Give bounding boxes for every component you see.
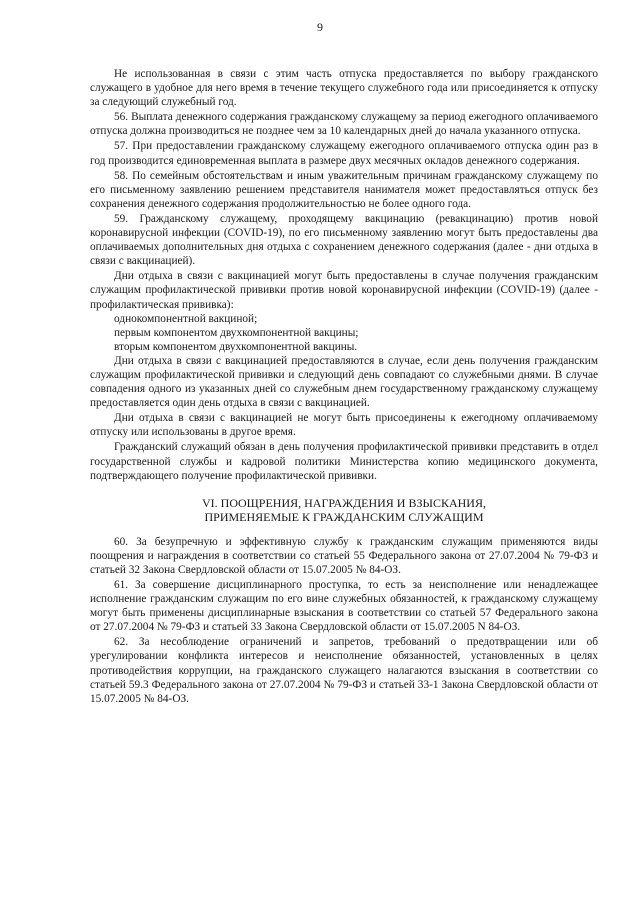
list-item-vaccine-second: вторым компонентом двухкомпонентной вакцины. — [114, 340, 358, 353]
page-number: 9 — [317, 20, 323, 34]
section-heading-line-1: VI. ПООЩРЕНИЯ, НАГРАЖДЕНИЯ И ВЗЫСКАНИЯ, — [202, 495, 486, 510]
paragraph-59: 59. Гражданскому служащему, проходящему вакцинацию (ревакцинацию) против новой коронавирусной инфекции (COVID-19), по его письменному заявлению могут быть предоставлены два оплачиваемых дополнительных дня отдыха с сохранением денежного содержания (далее - дни отдыха в связи с вакцинацией). — [90, 212, 598, 268]
paragraph-vaccination-rules: Дни отдыха в связи с вакцинацией предоставляются в случае, если день получения гражданским служащим профилактической прививки и следующий день совпадают со служебными днями. В случае совпадения одного из указанных дней со служебным днем государственному гражданскому служащему предоставляется один день отдыха в связи с вакцинацией. — [90, 354, 598, 410]
paragraph-61: 61. За совершение дисциплинарного проступка, то есть за неисполнение или ненадлежащее исполнение гражданским служащим по его вине служебных обязанностей, к гражданскому служащему могут быть применены дисциплинарные взыскания в соответствии со статьей 57 Федерального закона от 27.07.2004 № 79-ФЗ и статьей 33 Закона Свердловской области от 15.07.2005 N 84-ОЗ. — [90, 579, 598, 634]
paragraph-vaccination-no-join: Дни отдыха в связи с вакцинацией не могут быть присоединены к ежегодному оплачиваемому отпуску или использованы в другое время. — [90, 412, 598, 439]
paragraph-vaccination-document: Гражданский служащий обязан в день получения профилактической прививки представить в отдел государственной службы и кадровой политики Министерства копию медицинского документа, подтверждающего получение профилактической прививки. — [90, 441, 598, 482]
list-item-vaccine-single: однокомпонентной вакциной; — [114, 312, 258, 325]
paragraph-62: 62. За несоблюдение ограничений и запретов, требований о предотвращении или об урегулировании конфликта интересов и неисполнение обязанностей, установленных в целях противодействия коррупции, на гражданского служащего налагаются взыскания в соответствии со статьей 59.3 Федерального закона от 27.07.2004 № 79-ФЗ и статьей 33-1 Закона Свердловской области от 15.07.2005 № 84-ОЗ. — [90, 636, 598, 705]
paragraph-58: 58. По семейным обстоятельствам и иным уважительным причинам гражданскому служащему по его письменному заявлению решением представителя нанимателя может предоставляться отпуск без сохранения денежного содержания продолжительностью не более одного года. — [90, 169, 598, 210]
paragraph-60: 60. За безупречную и эффективную службу к гражданским служащим применяются виды поощрения и награждения в соответствии со статьей 55 Федерального закона от 27.07.2004 № 79-ФЗ и статьей 32 Закона Свердловской области от 15.07.2005 № 84-ОЗ. — [90, 535, 598, 576]
section-heading — [90, 496, 598, 525]
document-body — [90, 67, 598, 706]
paragraph-unused-leave: Не использованная в связи с этим часть отпуска предоставляется по выбору гражданского служащего в удобное для него время в течение текущего служебного года или присоединяется к отпуску за следующий служебный год. — [90, 68, 598, 109]
paragraph-56: 56. Выплата денежного содержания гражданскому служащему за период ежегодного оплачиваемого отпуска должна производиться не позднее чем за 10 календарных дней до начала указанного отпуска. — [90, 111, 598, 138]
list-item-vaccine-first: первым компонентом двухкомпонентной вакцины; — [114, 326, 359, 339]
paragraph-vaccination-days: Дни отдыха в связи с вакцинацией могут быть предоставлены в случае получения гражданским служащим профилактической прививки против новой коронавирусной инфекции (COVID-19) (далее - профилактическая прививка): — [90, 270, 598, 311]
paragraph-57: 57. При предоставлении гражданскому служащему ежегодного оплачиваемого отпуска один раз в год производится единовременная выплата в размере двух месячных окладов денежного содержания. — [90, 140, 598, 167]
section-heading-line-2: ПРИМЕНЯЕМЫЕ К ГРАЖДАНСКИМ СЛУЖАЩИМ — [204, 510, 484, 525]
